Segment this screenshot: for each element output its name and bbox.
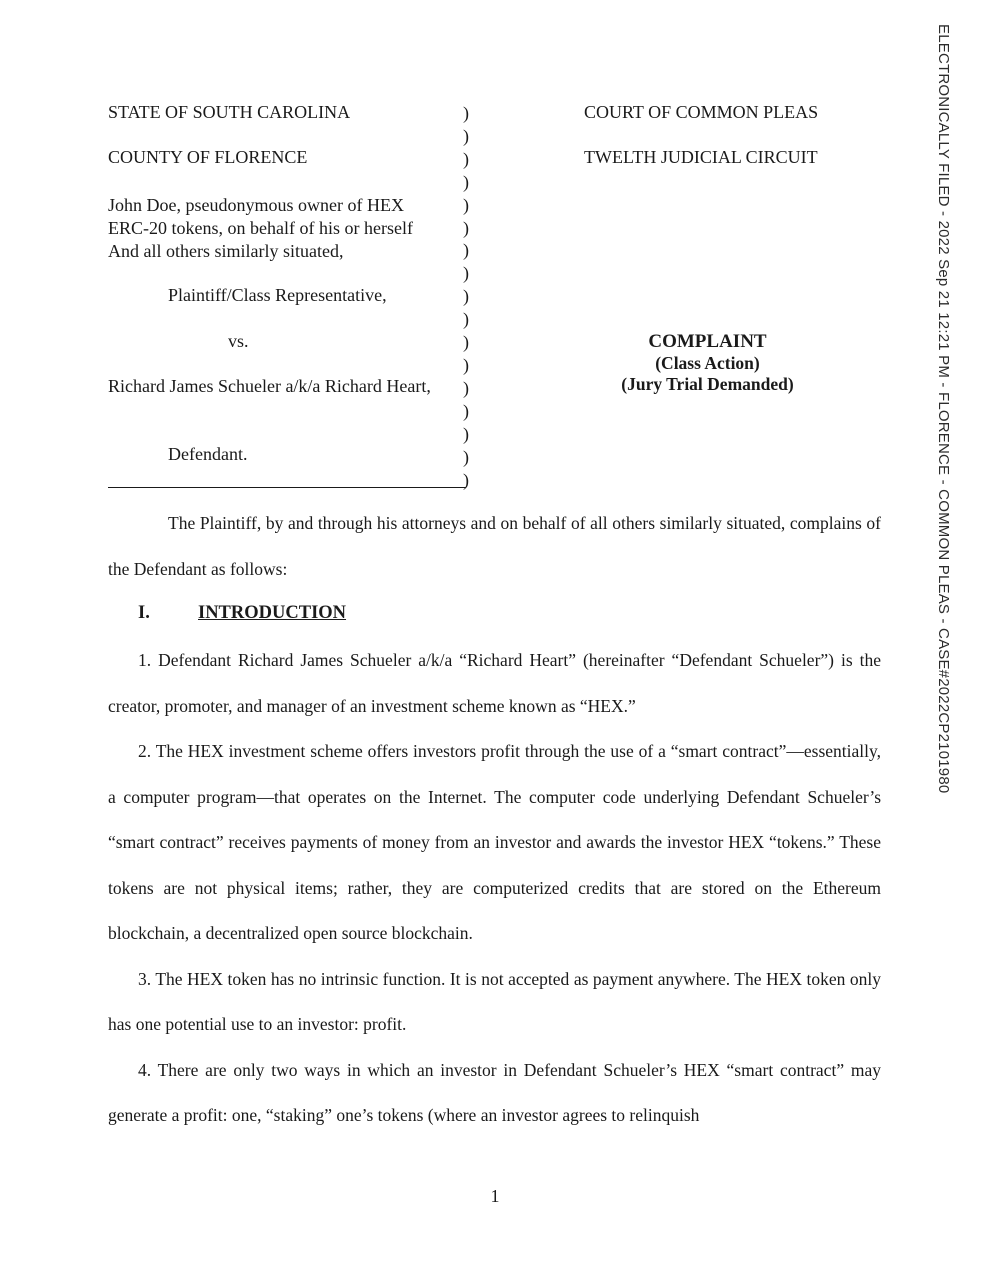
intro-paragraph (108, 501, 881, 592)
defendant-role: Defendant. (168, 444, 248, 464)
caption-circuit: TWELTH JUDICIAL CIRCUIT (584, 147, 818, 167)
plaintiff-line: John Doe, pseudonymous owner of HEX (108, 195, 404, 215)
paragraph: 2. The HEX investment scheme offers investors profit through the use of a “smart contract”—essentially, a computer program—that operates on the Internet. The computer code underlying Defendant Schueler’s “smart contract” receives payments of money from an investor and awards the investor HEX “tokens.” These tokens are not physical items; rather, they are computerized credits that are stored on the Ethereum blockchain, a decentralized open source blockchain. (108, 741, 881, 943)
plaintiff-line: ERC-20 tokens, on behalf of his or herself (108, 217, 413, 238)
caption-vs: vs. (228, 331, 249, 351)
defendant-name: Richard James Schueler a/k/a Richard Heart, (108, 376, 431, 396)
caption-plaintiff (108, 194, 413, 263)
complaint-title: COMPLAINT (648, 331, 767, 352)
paragraph: 3. The HEX token has no intrinsic function. It is not accepted as payment anywhere. The HEX token only has one potential use to an investor: profit. (108, 968, 881, 1034)
section-number: I. (138, 603, 150, 623)
caption-parenthesis-column: ) ) ) ) ) ) ) ) ) ) ) ) ) ) ) ) ) (463, 103, 469, 490)
caption-court: COURT OF COMMON PLEAS (584, 102, 819, 122)
paragraph: 4. There are only two ways in which an investor in Defendant Schueler’s HEX “smart contract” may generate a profit: one, “staking” one’s tokens (where an investor agrees to relinquish (108, 1059, 881, 1125)
filing-stamp-text: ELECTRONICALLY FILED - 2022 Sep 21 12:21 PM - FLORENCE - COMMON PLEAS - CASE#2022CP2101980 (935, 24, 952, 794)
section-heading (138, 603, 346, 624)
intro-text: The Plaintiff, by and through his attorneys and on behalf of all others similarly situated, complains of the Defendant as follows: (108, 513, 881, 579)
plaintiff-line: And all others similarly situated, (108, 240, 344, 261)
page-number: 1 (490, 1186, 500, 1206)
caption-rule (108, 487, 466, 488)
electronic-filing-stamp (932, 24, 958, 864)
complaint-subtitle: (Class Action) (655, 353, 760, 373)
section-title: INTRODUCTION (198, 603, 347, 623)
numbered-paragraphs (108, 638, 881, 1139)
caption-county: COUNTY OF FLORENCE (108, 147, 308, 167)
plaintiff-role: Plaintiff/Class Representative, (168, 285, 387, 305)
caption-state: STATE OF SOUTH CAROLINA (108, 102, 351, 122)
paragraph: 1. Defendant Richard James Schueler a/k/a “Richard Heart” (hereinafter “Defendant Schueler”) is the creator, promoter, and manager of an investment scheme known as “HEX.” (108, 650, 881, 716)
complaint-title-block (600, 331, 815, 395)
complaint-subtitle: (Jury Trial Demanded) (621, 374, 794, 394)
